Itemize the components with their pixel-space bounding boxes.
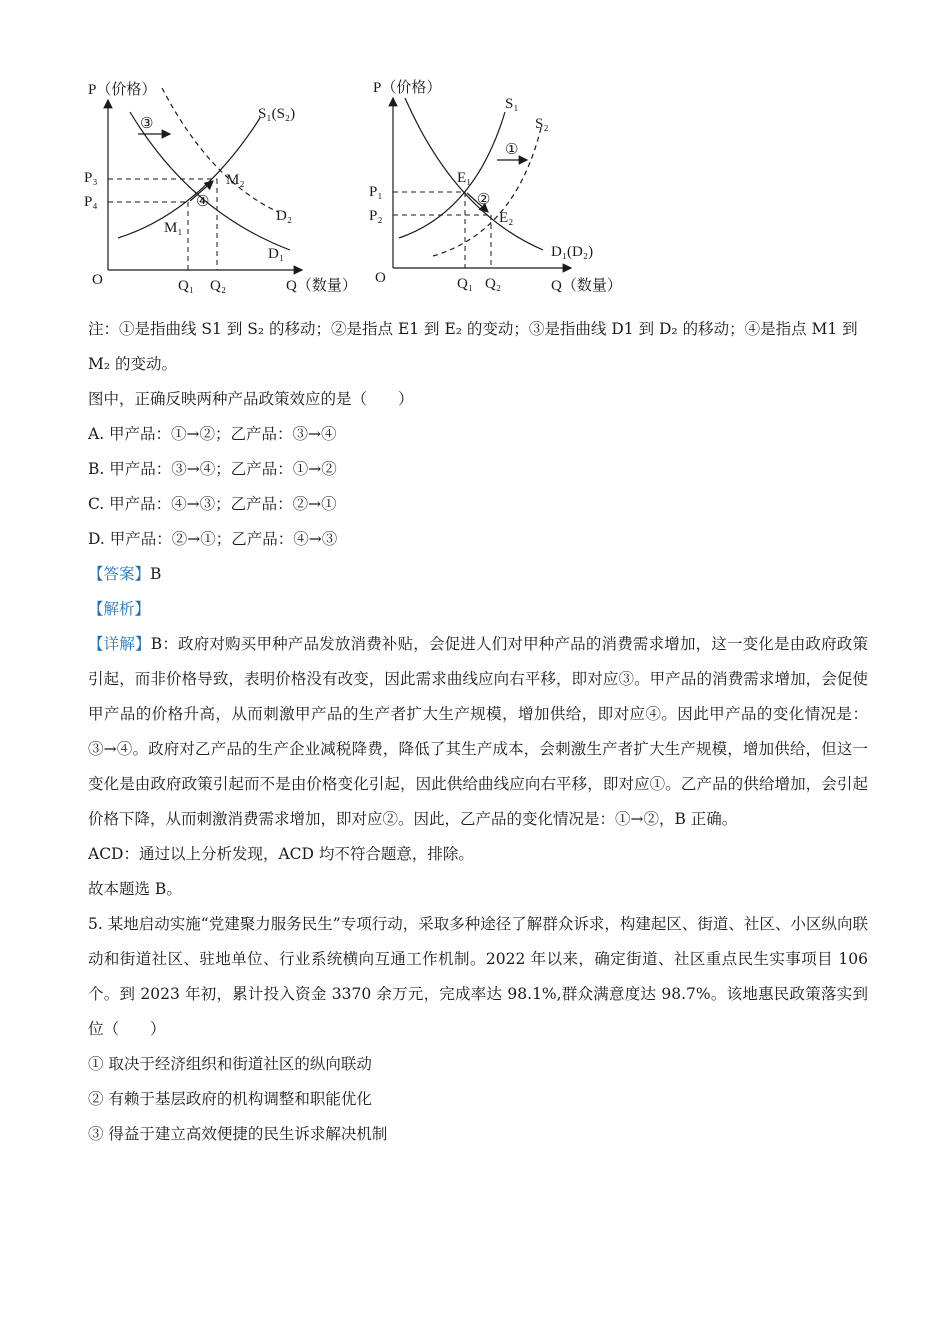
option-b: B. 甲产品：③→④；乙产品：①→② [88,460,337,478]
note-line-1: 注：①是指曲线 S1 到 S₂ 的移动；②是指点 E1 到 E₂ 的变动；③是指曲线 D1 到 D₂ 的移动；④是指点 M1 到 [88,320,858,338]
marker-2: ② [477,192,491,208]
answer-value: B [150,565,162,583]
answer-tag: 【答案】 [88,565,151,583]
detail-tag: 【详解】 [88,635,151,653]
analysis-tag: 【解析】 [88,600,151,618]
question-text: 图中，正确反映两种产品政策效应的是（ ） [88,390,414,408]
detail-paragraph [88,627,868,837]
p1-label: P₁ [369,184,383,200]
origin-label: O [375,270,386,286]
detail-text: B：政府对购买甲种产品发放消费补贴，会促进人们对甲种产品的消费需求增加，这一变化是由政府政策引起，而非价格导致，表明价格没有改变，因此需求曲线应向右平移，即对应③。甲产品的消费需求增加，会促使甲产品的价格升高，从而刺激甲产品的生产者扩大生产规模，增加供给，即对应④。因此甲产品的变化情况是：③→④。政府对乙产品的生产企业减税降费，降低了其生产成本，会刺激生产者扩大生产规模，增加供给，但这一变化是由政府政策引起而不是由价格变化引起，因此供给曲线应向右平移，即对应①。乙产品的供给增加，会引起价格下降，从而刺激消费需求增加，即对应②。因此，乙产品的变化情况是：①→②，B 正确。 [88,635,868,828]
note-line-2: M₂ 的变动。 [88,355,178,373]
q1-label: Q₁ [457,276,474,292]
supply-s1-label: S₁ [505,96,519,112]
marker-1: ① [505,142,519,158]
p2-label: P₂ [369,208,383,224]
point-e1-label: E₁ [457,170,472,186]
marker-4: ④ [196,194,210,210]
q1-label: Q₁ [178,278,195,294]
option-a: A. 甲产品：①→②；乙产品：③→④ [88,425,337,443]
p3-label: P₃ [84,170,98,186]
x-axis-label: Q（数量） [286,278,357,294]
demand-d1-label: D₁ [268,246,285,262]
analysis-line [88,592,868,627]
y-axis-label: P（价格） [88,82,157,98]
point-m1-label: M₁ [164,220,183,236]
demand-d2-label: D₂ [276,208,293,224]
demand-shift-diagram [80,72,365,302]
marker-3: ③ [140,116,154,132]
q5-option-1: ① 取决于经济组织和街道社区的纵向联动 [88,1055,372,1073]
q5-option-3: ③ 得益于建立高效便捷的民生诉求解决机制 [88,1125,388,1143]
q2-label: Q₂ [485,276,502,292]
x-axis-label: Q（数量） [551,278,622,294]
option-c: C. 甲产品：④→③；乙产品：②→① [88,495,337,513]
acd-line: ACD：通过以上分析发现，ACD 均不符合题意，排除。 [88,845,474,863]
document-body [88,312,868,1152]
q5-option-2: ② 有赖于基层政府的机构调整和职能优化 [88,1090,372,1108]
supply-curve-s1 [399,112,505,238]
y-axis-label: P（价格） [373,80,442,96]
supply-s2-label: S₂ [535,116,549,132]
option-d: D. 甲产品：②→①；乙产品：④→③ [88,530,338,548]
supply-label: S₁(S₂) [258,106,296,122]
demand-curve-d1 [405,98,543,250]
q2-label: Q₂ [210,278,227,294]
supply-shift-diagram [365,72,645,302]
point-m2-label: M₂ [226,172,245,188]
point-e2-label: E₂ [499,210,514,226]
origin-label: O [92,272,103,288]
conclusion-line: 故本题选 B。 [88,880,182,898]
question-5-text: 5. 某地启动实施“党建聚力服务民生”专项行动，采取多种途径了解群众诉求，构建起区、街道、社区、小区纵向联动和街道社区、驻地单位、行业系统横向互通工作机制。2022 年以来，确定街道、社区重点民生实事项目 106 个。到 2023 年初，累计投入资金 3370 余万元，完成率达 98.1%,群众满意度达 98.7%。该地惠民政策落实到位（ ） [88,915,868,1038]
p4-label: P₄ [84,194,98,210]
demand-label: D₁(D₂) [551,244,594,260]
answer-line [88,557,868,592]
